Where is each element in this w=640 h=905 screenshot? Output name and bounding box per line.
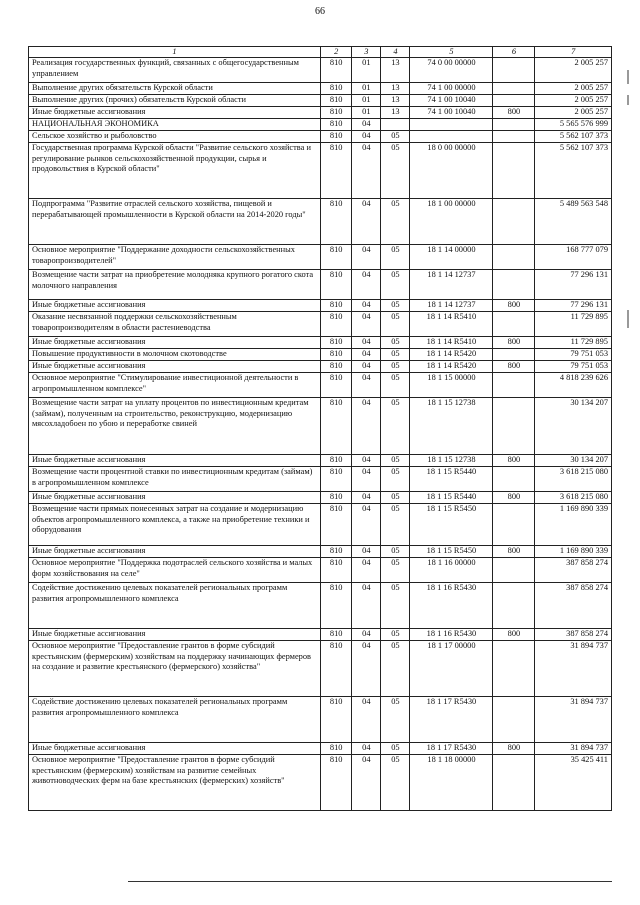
row-name: Иные бюджетные ассигнования	[29, 492, 321, 504]
scan-edge-mark	[627, 95, 629, 105]
row-name: Возмещение части затрат на уплату процентов по инвестиционным кредитам (займам), полученным на строительство, реконструкцию, модернизацию мясохладобоен по убою и переработке свиней	[29, 398, 321, 455]
row-section: 01	[352, 107, 381, 119]
row-subsection: 13	[381, 83, 410, 95]
row-expense-type	[493, 270, 535, 300]
row-section: 04	[352, 467, 381, 492]
row-chief-code: 810	[321, 270, 352, 300]
table-row	[29, 492, 612, 504]
row-name: Иные бюджетные ассигнования	[29, 361, 321, 373]
row-expense-type	[493, 95, 535, 107]
row-expense-type: 800	[493, 546, 535, 558]
row-expense-type	[493, 558, 535, 583]
row-name: Основное мероприятие "Поддержка подотраслей сельского хозяйства и малых форм хозяйствования на селе"	[29, 558, 321, 583]
row-subsection: 13	[381, 107, 410, 119]
row-expense-type: 800	[493, 629, 535, 641]
table-row	[29, 300, 612, 312]
row-amount: 31 894 737	[535, 697, 612, 743]
row-subsection: 05	[381, 755, 410, 811]
row-subsection: 05	[381, 199, 410, 245]
table-row	[29, 131, 612, 143]
row-subsection: 05	[381, 743, 410, 755]
scan-edge-mark	[627, 70, 629, 84]
row-amount: 1 169 890 339	[535, 504, 612, 546]
row-name: Возмещение части прямых понесенных затрат на создание и модернизацию объектов агропромышленного комплекса, а также на приобретение техники и оборудования	[29, 504, 321, 546]
table-row	[29, 373, 612, 398]
row-subsection: 05	[381, 641, 410, 697]
row-chief-code: 810	[321, 504, 352, 546]
row-expense-type	[493, 504, 535, 546]
row-section: 04	[352, 349, 381, 361]
row-section: 01	[352, 83, 381, 95]
row-target-article: 18 0 00 00000	[410, 143, 493, 199]
row-target-article: 18 1 00 00000	[410, 199, 493, 245]
row-subsection: 13	[381, 58, 410, 83]
row-target-article: 18 1 15 12738	[410, 398, 493, 455]
table-row	[29, 755, 612, 811]
row-chief-code: 810	[321, 58, 352, 83]
scan-edge-mark	[627, 310, 629, 328]
row-subsection: 05	[381, 361, 410, 373]
row-chief-code: 810	[321, 492, 352, 504]
row-name: Оказание несвязанной поддержки сельскохозяйственным товаропроизводителям в области растениеводства	[29, 312, 321, 337]
row-chief-code: 810	[321, 143, 352, 199]
row-section: 04	[352, 398, 381, 455]
column-number: 6	[493, 47, 535, 58]
row-amount: 2 005 257	[535, 95, 612, 107]
row-subsection: 05	[381, 245, 410, 270]
row-subsection: 05	[381, 558, 410, 583]
row-amount: 5 489 563 548	[535, 199, 612, 245]
row-expense-type: 800	[493, 107, 535, 119]
row-chief-code: 810	[321, 467, 352, 492]
table-row	[29, 349, 612, 361]
row-target-article: 18 1 15 12738	[410, 455, 493, 467]
row-target-article: 18 1 14 12737	[410, 300, 493, 312]
row-amount: 3 618 215 080	[535, 467, 612, 492]
row-subsection: 05	[381, 492, 410, 504]
row-target-article: 18 1 15 00000	[410, 373, 493, 398]
row-name: Основное мероприятие "Стимулирование инвестиционной деятельности в агропромышленном комплексе"	[29, 373, 321, 398]
table-row	[29, 119, 612, 131]
row-name: Основное мероприятие "Поддержание доходности сельскохозяйственных товаропроизводителей"	[29, 245, 321, 270]
row-chief-code: 810	[321, 107, 352, 119]
column-number: 3	[352, 47, 381, 58]
row-expense-type: 800	[493, 337, 535, 349]
row-subsection: 05	[381, 546, 410, 558]
row-name: Сельское хозяйство и рыболовство	[29, 131, 321, 143]
row-name: Иные бюджетные ассигнования	[29, 455, 321, 467]
row-target-article: 74 1 00 10040	[410, 95, 493, 107]
row-amount: 2 005 257	[535, 107, 612, 119]
row-target-article: 18 1 16 R5430	[410, 629, 493, 641]
row-section: 04	[352, 143, 381, 199]
footer-rule	[128, 881, 612, 882]
row-chief-code: 810	[321, 119, 352, 131]
page-number: 66	[315, 6, 325, 17]
row-section: 01	[352, 58, 381, 83]
row-target-article	[410, 131, 493, 143]
table-row	[29, 583, 612, 629]
row-name: Иные бюджетные ассигнования	[29, 629, 321, 641]
row-subsection: 05	[381, 504, 410, 546]
row-expense-type	[493, 373, 535, 398]
column-number-row	[29, 47, 612, 58]
row-name: Иные бюджетные ассигнования	[29, 107, 321, 119]
row-chief-code: 810	[321, 199, 352, 245]
row-section: 04	[352, 546, 381, 558]
row-chief-code: 810	[321, 743, 352, 755]
row-section: 04	[352, 199, 381, 245]
row-subsection: 05	[381, 467, 410, 492]
row-subsection: 05	[381, 697, 410, 743]
row-expense-type	[493, 697, 535, 743]
row-section: 04	[352, 131, 381, 143]
row-expense-type	[493, 199, 535, 245]
row-amount: 2 005 257	[535, 83, 612, 95]
row-amount: 77 296 131	[535, 270, 612, 300]
row-amount: 35 425 411	[535, 755, 612, 811]
budget-table	[28, 46, 612, 811]
row-expense-type	[493, 119, 535, 131]
row-section: 04	[352, 583, 381, 629]
row-amount: 4 818 239 626	[535, 373, 612, 398]
row-amount: 5 565 576 999	[535, 119, 612, 131]
table-row	[29, 467, 612, 492]
row-name: Выполнение других обязательств Курской области	[29, 83, 321, 95]
row-name: Государственная программа Курской области "Развитие сельского хозяйства и регулирование рынков сельскохозяйственной продукции, сырья и продовольствия в Курской области"	[29, 143, 321, 199]
table-row	[29, 337, 612, 349]
row-section: 04	[352, 504, 381, 546]
row-name: Иные бюджетные ассигнования	[29, 337, 321, 349]
row-section: 04	[352, 373, 381, 398]
row-expense-type: 800	[493, 361, 535, 373]
row-subsection: 05	[381, 583, 410, 629]
row-chief-code: 810	[321, 697, 352, 743]
table-row	[29, 398, 612, 455]
row-subsection: 05	[381, 300, 410, 312]
row-expense-type	[493, 58, 535, 83]
row-chief-code: 810	[321, 755, 352, 811]
row-subsection: 05	[381, 629, 410, 641]
row-expense-type	[493, 83, 535, 95]
row-chief-code: 810	[321, 337, 352, 349]
row-expense-type	[493, 641, 535, 697]
row-subsection: 05	[381, 312, 410, 337]
row-name: Выполнение других (прочих) обязательств Курской области	[29, 95, 321, 107]
row-subsection: 05	[381, 455, 410, 467]
table-row	[29, 83, 612, 95]
row-chief-code: 810	[321, 349, 352, 361]
row-section: 04	[352, 641, 381, 697]
row-amount: 387 858 274	[535, 629, 612, 641]
row-name: Основное мероприятие "Предоставление грантов в форме субсидий крестьянским (фермерским) хозяйствам на развитие семейных животноводческих ферм на базе крестьянских (фермерских) хозяйств"	[29, 755, 321, 811]
table-row	[29, 697, 612, 743]
row-section: 04	[352, 629, 381, 641]
row-subsection: 05	[381, 349, 410, 361]
row-chief-code: 810	[321, 641, 352, 697]
row-target-article: 18 1 17 R5430	[410, 697, 493, 743]
row-name: Основное мероприятие "Предоставление грантов в форме субсидий крестьянским (фермерским) хозяйствам на поддержку начинающих фермеров на создание и развитие крестьянского (фермерского) хозяйства"	[29, 641, 321, 697]
row-subsection: 05	[381, 398, 410, 455]
row-chief-code: 810	[321, 583, 352, 629]
row-target-article: 74 1 00 10040	[410, 107, 493, 119]
table-row	[29, 504, 612, 546]
row-target-article	[410, 119, 493, 131]
row-expense-type	[493, 312, 535, 337]
row-chief-code: 810	[321, 245, 352, 270]
table-row	[29, 641, 612, 697]
row-subsection	[381, 119, 410, 131]
row-chief-code: 810	[321, 83, 352, 95]
row-expense-type	[493, 143, 535, 199]
row-chief-code: 810	[321, 373, 352, 398]
row-subsection: 05	[381, 270, 410, 300]
row-chief-code: 810	[321, 312, 352, 337]
row-name: Повышение продуктивности в молочном скотоводстве	[29, 349, 321, 361]
table-row	[29, 245, 612, 270]
row-subsection: 05	[381, 143, 410, 199]
column-number: 4	[381, 47, 410, 58]
row-name: Содействие достижению целевых показателей региональных программ развития агропромышленного комплекса	[29, 697, 321, 743]
row-name: Реализация государственных функций, связанных с общегосударственным управлением	[29, 58, 321, 83]
row-chief-code: 810	[321, 95, 352, 107]
row-section: 04	[352, 312, 381, 337]
row-section: 04	[352, 300, 381, 312]
row-expense-type	[493, 755, 535, 811]
row-expense-type	[493, 131, 535, 143]
row-expense-type: 800	[493, 743, 535, 755]
row-expense-type	[493, 245, 535, 270]
row-name: Иные бюджетные ассигнования	[29, 300, 321, 312]
row-name: Подпрограмма "Развитие отраслей сельского хозяйства, пищевой и перерабатывающей промышленности в Курской области на 2014-2020 годы"	[29, 199, 321, 245]
row-section: 04	[352, 270, 381, 300]
row-expense-type: 800	[493, 455, 535, 467]
row-target-article: 18 1 18 00000	[410, 755, 493, 811]
row-section: 04	[352, 697, 381, 743]
row-expense-type	[493, 583, 535, 629]
row-chief-code: 810	[321, 398, 352, 455]
row-target-article: 74 0 00 00000	[410, 58, 493, 83]
row-chief-code: 810	[321, 629, 352, 641]
row-amount: 30 134 207	[535, 398, 612, 455]
row-target-article: 18 1 14 12737	[410, 270, 493, 300]
row-target-article: 18 1 14 R5420	[410, 361, 493, 373]
table-row	[29, 312, 612, 337]
row-name: Возмещение части процентной ставки по инвестиционным кредитам (займам) в агропромышленном комплексе	[29, 467, 321, 492]
row-target-article: 18 1 14 R5410	[410, 312, 493, 337]
row-expense-type	[493, 349, 535, 361]
row-amount: 387 858 274	[535, 583, 612, 629]
row-amount: 1 169 890 339	[535, 546, 612, 558]
table-row	[29, 95, 612, 107]
row-section: 04	[352, 455, 381, 467]
row-section: 04	[352, 743, 381, 755]
table-row	[29, 58, 612, 83]
table-row	[29, 107, 612, 119]
row-amount: 79 751 053	[535, 349, 612, 361]
row-chief-code: 810	[321, 558, 352, 583]
table-row	[29, 629, 612, 641]
row-amount: 79 751 053	[535, 361, 612, 373]
table-row	[29, 558, 612, 583]
row-name: Иные бюджетные ассигнования	[29, 743, 321, 755]
row-section: 04	[352, 337, 381, 349]
row-target-article: 18 1 14 00000	[410, 245, 493, 270]
row-expense-type	[493, 467, 535, 492]
row-subsection: 05	[381, 373, 410, 398]
row-subsection: 13	[381, 95, 410, 107]
row-chief-code: 810	[321, 361, 352, 373]
row-name: НАЦИОНАЛЬНАЯ ЭКОНОМИКА	[29, 119, 321, 131]
row-subsection: 05	[381, 131, 410, 143]
row-target-article: 18 1 14 R5410	[410, 337, 493, 349]
column-number: 1	[29, 47, 321, 58]
row-name: Содействие достижению целевых показателей региональных программ развития агропромышленного комплекса	[29, 583, 321, 629]
row-amount: 168 777 079	[535, 245, 612, 270]
row-expense-type: 800	[493, 492, 535, 504]
row-chief-code: 810	[321, 546, 352, 558]
table-row	[29, 361, 612, 373]
column-number: 5	[410, 47, 493, 58]
row-section: 04	[352, 558, 381, 583]
row-name: Иные бюджетные ассигнования	[29, 546, 321, 558]
row-amount: 3 618 215 080	[535, 492, 612, 504]
row-section: 01	[352, 95, 381, 107]
row-target-article: 18 1 15 R5440	[410, 467, 493, 492]
row-name: Возмещение части затрат на приобретение молодняка крупного рогатого скота молочного направления	[29, 270, 321, 300]
column-number: 7	[535, 47, 612, 58]
row-section: 04	[352, 361, 381, 373]
row-amount: 387 858 274	[535, 558, 612, 583]
row-amount: 31 894 737	[535, 641, 612, 697]
row-target-article: 18 1 15 R5450	[410, 546, 493, 558]
row-section: 04	[352, 755, 381, 811]
column-number: 2	[321, 47, 352, 58]
row-target-article: 18 1 15 R5440	[410, 492, 493, 504]
row-section: 04	[352, 119, 381, 131]
table-row	[29, 743, 612, 755]
row-amount: 30 134 207	[535, 455, 612, 467]
row-amount: 31 894 737	[535, 743, 612, 755]
row-amount: 77 296 131	[535, 300, 612, 312]
row-target-article: 18 1 17 R5430	[410, 743, 493, 755]
table-row	[29, 199, 612, 245]
table-row	[29, 143, 612, 199]
row-chief-code: 810	[321, 455, 352, 467]
table-row	[29, 455, 612, 467]
row-target-article: 18 1 16 R5430	[410, 583, 493, 629]
row-expense-type	[493, 398, 535, 455]
row-chief-code: 810	[321, 300, 352, 312]
row-amount: 2 005 257	[535, 58, 612, 83]
row-chief-code: 810	[321, 131, 352, 143]
row-target-article: 18 1 14 R5420	[410, 349, 493, 361]
row-target-article: 18 1 16 00000	[410, 558, 493, 583]
row-amount: 5 562 107 373	[535, 143, 612, 199]
table-row	[29, 546, 612, 558]
row-amount: 5 562 107 373	[535, 131, 612, 143]
row-target-article: 18 1 15 R5450	[410, 504, 493, 546]
row-amount: 11 729 895	[535, 312, 612, 337]
row-target-article: 18 1 17 00000	[410, 641, 493, 697]
row-amount: 11 729 895	[535, 337, 612, 349]
row-section: 04	[352, 245, 381, 270]
table-row	[29, 270, 612, 300]
row-expense-type: 800	[493, 300, 535, 312]
row-target-article: 74 1 00 00000	[410, 83, 493, 95]
row-subsection: 05	[381, 337, 410, 349]
row-section: 04	[352, 492, 381, 504]
